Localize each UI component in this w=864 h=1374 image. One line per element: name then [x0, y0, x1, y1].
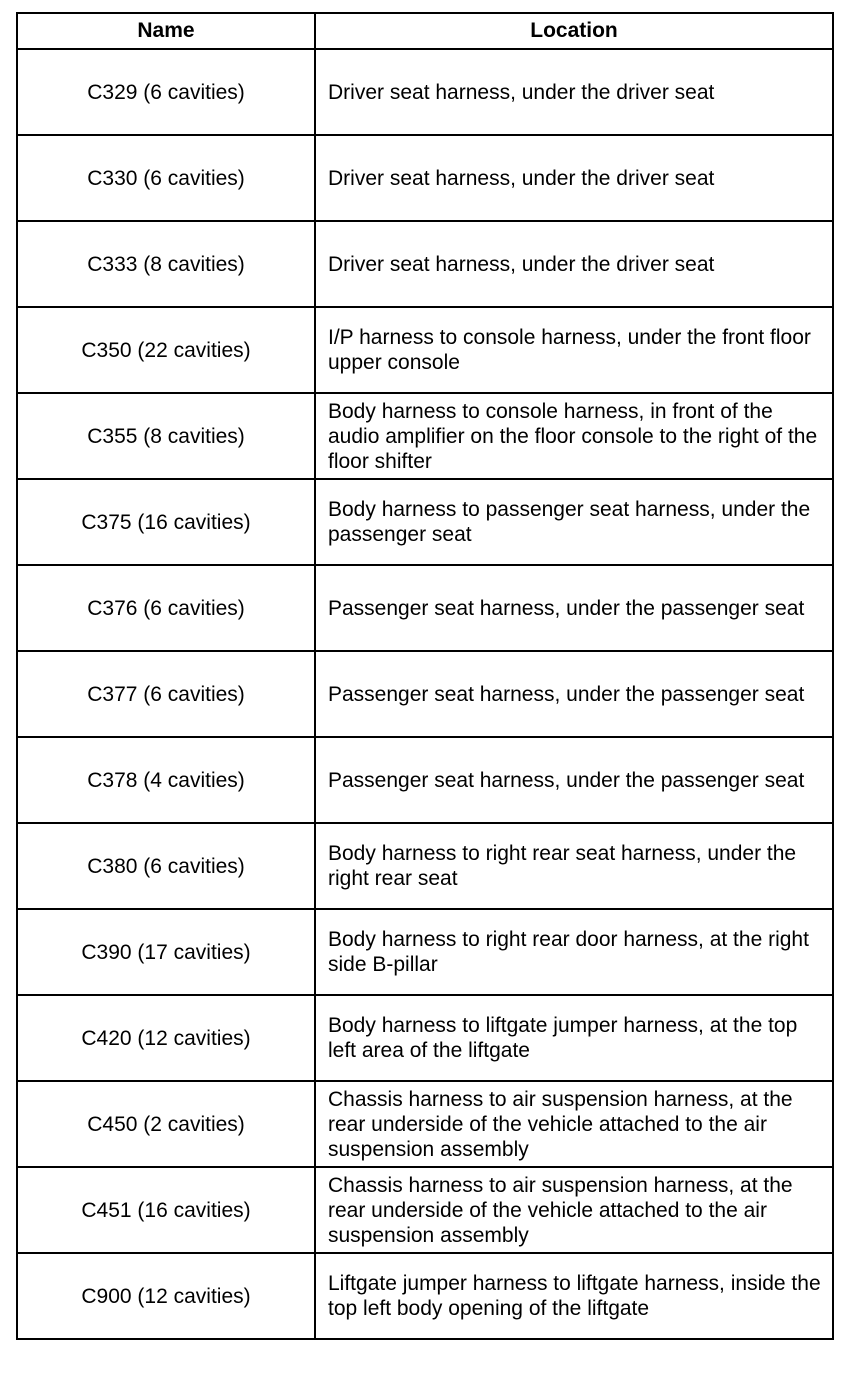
connector-name-cell: C390 (17 cavities) [17, 909, 315, 995]
connector-location-cell: Passenger seat harness, under the passenger seat [315, 565, 833, 651]
table-row [17, 565, 833, 651]
connector-location-cell: Liftgate jumper harness to liftgate harness, inside the top left body opening of the liftgate [315, 1253, 833, 1339]
connector-location-cell: Body harness to console harness, in front of the audio amplifier on the floor console to the right of the floor shifter [315, 393, 833, 479]
connector-name-cell: C450 (2 cavities) [17, 1081, 315, 1167]
table-row [17, 479, 833, 565]
connector-name-cell: C376 (6 cavities) [17, 565, 315, 651]
table-row [17, 651, 833, 737]
connector-location-cell: Body harness to right rear door harness, at the right side B-pillar [315, 909, 833, 995]
table-row [17, 1253, 833, 1339]
table-row [17, 1167, 833, 1253]
table-row [17, 737, 833, 823]
connector-location-cell: Chassis harness to air suspension harness, at the rear underside of the vehicle attached to the air suspension assembly [315, 1081, 833, 1167]
table-row [17, 823, 833, 909]
connector-name-cell: C375 (16 cavities) [17, 479, 315, 565]
connector-location-cell: Passenger seat harness, under the passenger seat [315, 651, 833, 737]
header-location: Location [315, 13, 833, 49]
connector-name-cell: C355 (8 cavities) [17, 393, 315, 479]
connector-location-cell: Body harness to liftgate jumper harness, at the top left area of the liftgate [315, 995, 833, 1081]
table-header [17, 13, 833, 49]
table-row [17, 909, 833, 995]
connector-name-cell: C333 (8 cavities) [17, 221, 315, 307]
connector-location-cell: Body harness to right rear seat harness, under the right rear seat [315, 823, 833, 909]
header-row [17, 13, 833, 49]
connector-location-table [16, 12, 834, 1340]
table-row [17, 135, 833, 221]
connector-name-cell: C380 (6 cavities) [17, 823, 315, 909]
header-name: Name [17, 13, 315, 49]
table-row [17, 49, 833, 135]
connector-name-cell: C330 (6 cavities) [17, 135, 315, 221]
table-row [17, 393, 833, 479]
connector-name-cell: C420 (12 cavities) [17, 995, 315, 1081]
connector-name-cell: C900 (12 cavities) [17, 1253, 315, 1339]
connector-location-cell: Driver seat harness, under the driver seat [315, 221, 833, 307]
connector-location-table-container [16, 12, 832, 1340]
table-row [17, 221, 833, 307]
connector-location-cell: Chassis harness to air suspension harness, at the rear underside of the vehicle attached to the air suspension assembly [315, 1167, 833, 1253]
connector-location-cell: Driver seat harness, under the driver seat [315, 135, 833, 221]
connector-name-cell: C377 (6 cavities) [17, 651, 315, 737]
connector-name-cell: C378 (4 cavities) [17, 737, 315, 823]
connector-location-cell: Driver seat harness, under the driver seat [315, 49, 833, 135]
connector-name-cell: C350 (22 cavities) [17, 307, 315, 393]
connector-name-cell: C329 (6 cavities) [17, 49, 315, 135]
connector-name-cell: C451 (16 cavities) [17, 1167, 315, 1253]
table-row [17, 1081, 833, 1167]
table-row [17, 307, 833, 393]
connector-location-cell: Passenger seat harness, under the passenger seat [315, 737, 833, 823]
table-row [17, 995, 833, 1081]
table-body [17, 49, 833, 1339]
connector-location-cell: Body harness to passenger seat harness, under the passenger seat [315, 479, 833, 565]
connector-location-cell: I/P harness to console harness, under the front floor upper console [315, 307, 833, 393]
